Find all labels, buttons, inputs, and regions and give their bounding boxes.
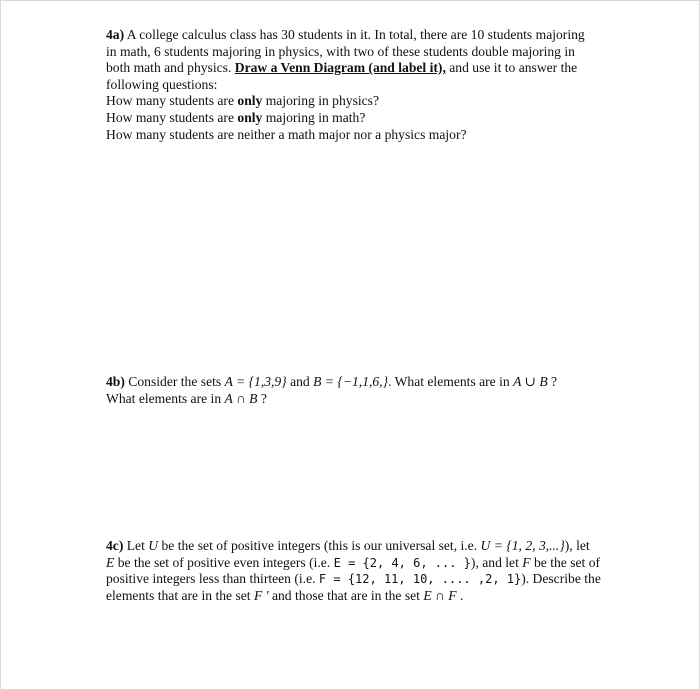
set-e-symbol: E [106,554,115,570]
q4a-label: 4a) [106,27,125,42]
q4b-line-2 [106,391,606,408]
q4a-text: both math and physics. [106,60,235,76]
set-a: A = {1,3,9} [224,374,287,389]
q4c-text: be the set of positive integers (this is our universal set, i.e. [158,538,481,553]
q4b-text: . What elements are in [388,374,514,389]
q4c-line-4 [106,588,606,605]
set-u-symbol: U [148,538,159,553]
q4b-text: ? [257,390,267,406]
q4b-text: and [286,374,314,389]
set-f-symbol: F [522,554,531,570]
venn-instruction: Draw a Venn Diagram (and label it), [234,60,446,76]
set-f-definition: F = {12, 11, 10, .... ,2, 1} [318,572,522,587]
q4c-text: ), let [564,538,590,553]
q4c-label: 4c) [106,538,124,553]
q4a-subquestion-2 [106,110,606,127]
q4a-subquestion-1 [106,93,606,110]
q4a-text: A college calculus class has 30 students in it. In total, there are 10 students majoring [124,27,585,42]
q4c-text: Let [123,538,149,553]
q4b-label: 4b) [106,374,125,389]
q4b-text: Consider the sets [124,374,225,389]
intersection-expression: A ∩ B [224,390,258,406]
emphasis: only [237,93,263,109]
q4a-line-2: in math, 6 students majoring in physics, with two of these students double majoring in [106,43,575,59]
union-expression: A ∪ B [513,374,548,389]
q4a-line-1 [106,27,606,44]
question-4a [106,27,606,143]
q4a-line-4: following questions: [106,76,218,92]
q4b-line-1 [106,374,606,391]
set-b: B = {−1,1,6,} [313,374,389,389]
q4a-text: majoring in math? [262,109,366,125]
q4a-text: How many students are [106,93,238,109]
question-4b [106,374,606,407]
q4c-text: be the set of [530,554,601,570]
complement-expression: F ' [253,587,269,603]
q4a-text: How many students are [106,109,238,125]
q4c-text: be the set of positive even integers (i.e. [114,554,334,570]
q4c-text: and those that are in the set [268,587,424,603]
q4c-text: . [456,587,464,603]
emphasis: only [237,109,263,125]
q4c-line-1 [106,538,606,555]
q4c-text: ), and let [470,554,523,570]
q4c-line-3 [106,571,606,588]
q4c-text: ). Describe the [521,571,601,587]
q4b-text: What elements are in [106,390,225,406]
q4a-text: and use it to answer the [445,60,578,76]
set-e-definition: E = {2, 4, 6, ... } [333,555,471,570]
question-4c [106,538,606,604]
q4c-text: positive integers less than thirteen (i.e. [106,571,319,587]
q4c-line-2 [106,555,606,572]
q4c-text: elements that are in the set [106,587,254,603]
intersection-expression: E ∩ F [423,587,457,603]
set-u-definition: U = {1, 2, 3,...} [480,538,565,553]
q4b-text: ? [547,374,558,389]
q4a-text: majoring in physics? [262,93,379,109]
q4a-line-3 [106,60,606,77]
q4a-subquestion-3: How many students are neither a math major nor a physics major? [106,126,467,142]
